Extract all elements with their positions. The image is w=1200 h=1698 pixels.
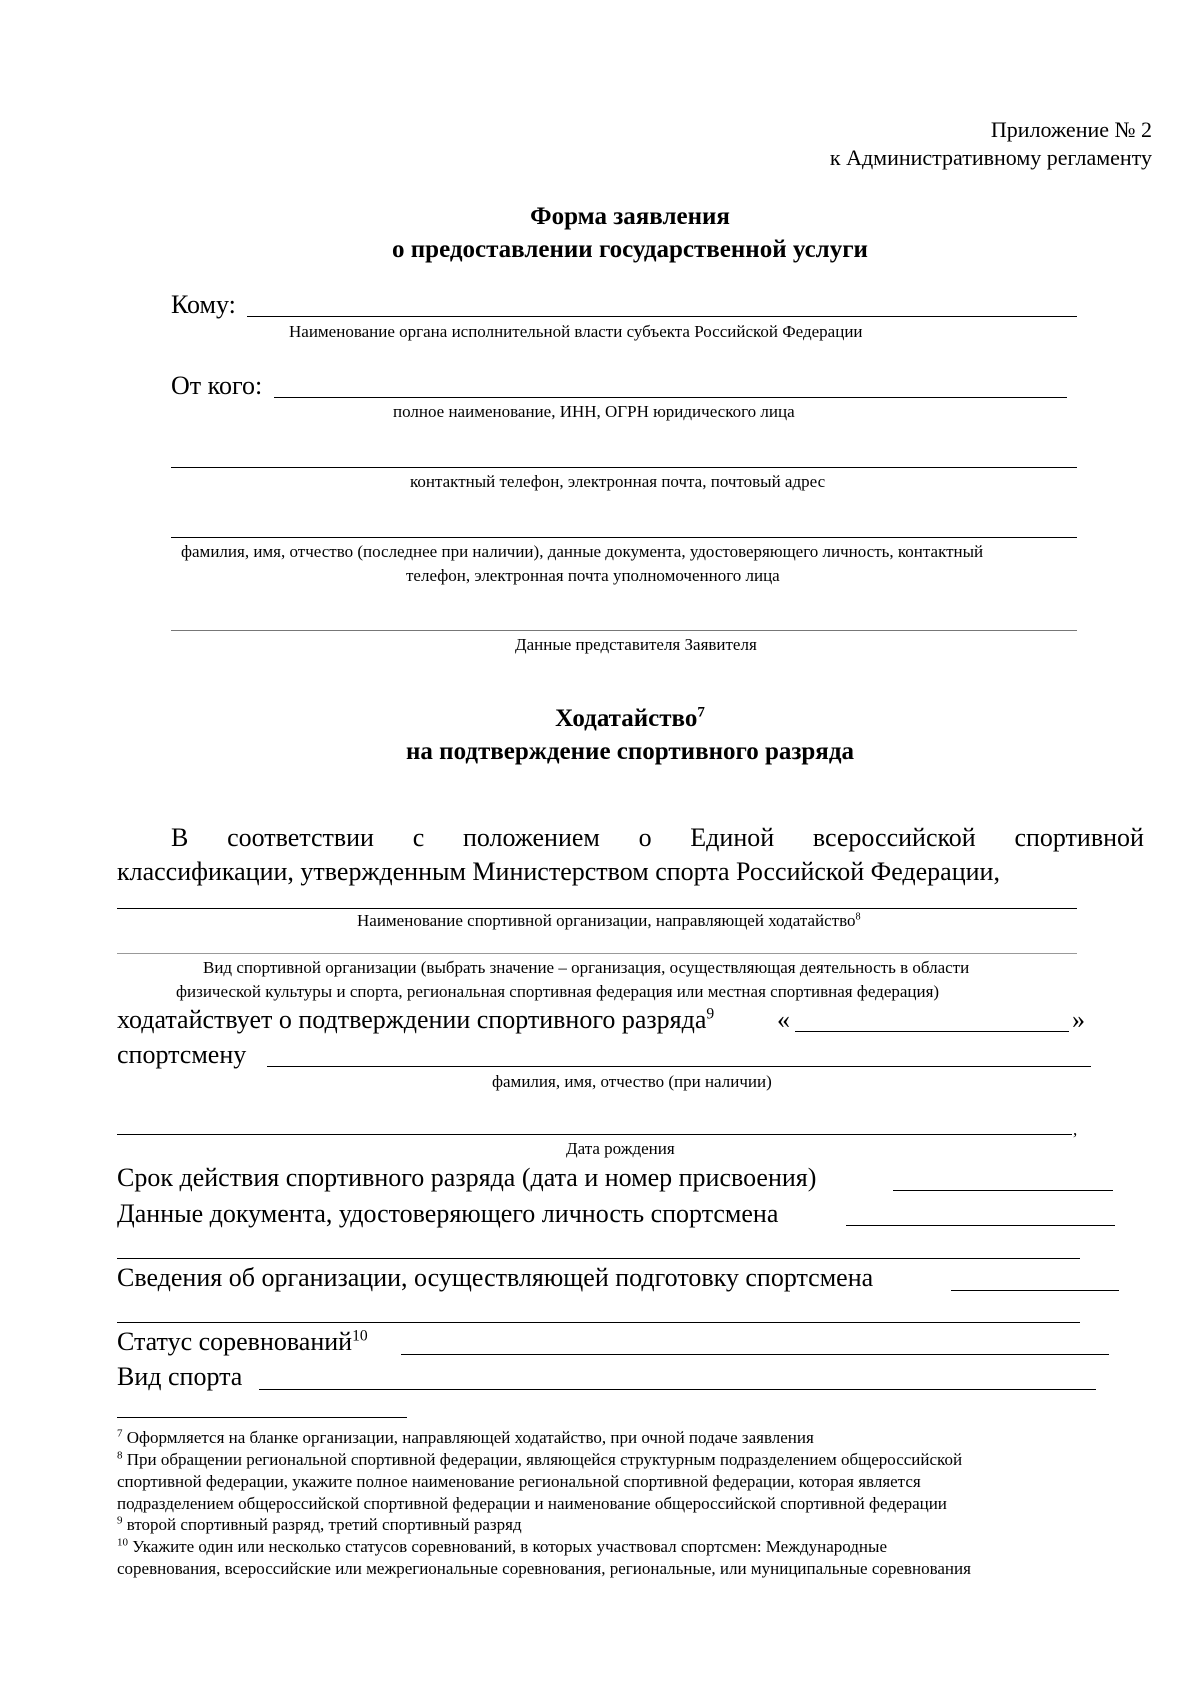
athlete-caption: фамилия, имя, отчество (при наличии) xyxy=(492,1072,772,1091)
athlete-input-line[interactable] xyxy=(267,1066,1091,1067)
intro-word: В xyxy=(171,823,189,852)
intro-word: положением xyxy=(462,823,600,852)
id-document-input-line[interactable] xyxy=(846,1225,1115,1226)
form-title-line2: о предоставлении государственной услуги xyxy=(392,236,868,263)
petition-title-line2: на подтверждение спортивного разряда xyxy=(406,738,854,765)
from-input-line[interactable] xyxy=(274,397,1067,398)
petitions-text xyxy=(117,1005,714,1035)
footnote-8-line3: подразделением общероссийской спортивной федерации и наименование общероссийской спортивной федерации xyxy=(117,1494,947,1513)
footnote-ref-7: 7 xyxy=(697,704,705,721)
competition-status-input-line[interactable] xyxy=(401,1354,1109,1355)
id-document-label: Данные документа, удостоверяющего личность спортсмена xyxy=(117,1199,779,1228)
from-caption: полное наименование, ИНН, ОГРН юридического лица xyxy=(393,402,795,421)
athlete-label: спортсмену xyxy=(117,1040,247,1069)
training-org-input-line-2[interactable] xyxy=(117,1322,1080,1323)
footnote-10-line1 xyxy=(117,1537,887,1557)
id-document-input-line-2[interactable] xyxy=(117,1258,1080,1259)
training-org-label: Сведения об организации, осуществляющей подготовку спортсмена xyxy=(117,1263,874,1292)
org-name-caption-text: Наименование спортивной организации, направляющей ходатайство xyxy=(357,911,856,930)
representative-caption: Данные представителя Заявителя xyxy=(515,635,757,654)
validity-input-line[interactable] xyxy=(893,1190,1113,1191)
appendix-number: Приложение № 2 xyxy=(990,117,1152,142)
authorized-person-input-line[interactable] xyxy=(171,537,1077,538)
org-name-input-line[interactable] xyxy=(117,908,1077,909)
footnote-7 xyxy=(117,1428,814,1448)
from-label: От кого: xyxy=(171,371,263,400)
petition-title-line1 xyxy=(0,705,1200,733)
authorized-person-caption-line2: телефон, электронная почта уполномоченного лица xyxy=(406,566,780,585)
validity-label: Срок действия спортивного разряда (дата и номер присвоения) xyxy=(117,1163,817,1192)
quote-close: » xyxy=(1072,1005,1085,1034)
quote-open: « xyxy=(777,1005,790,1034)
footnote-number: 8 xyxy=(117,1449,123,1462)
authorized-person-caption-line1: фамилия, имя, отчество (последнее при наличии), данные документа, удостоверяющего личность, контактный xyxy=(181,542,984,561)
to-input-line[interactable] xyxy=(247,316,1077,317)
footnote-ref-9: 9 xyxy=(706,1005,715,1023)
org-type-caption-line2: физической культуры и спорта, региональная спортивная федерация или местная спортивная федерация) xyxy=(176,982,940,1001)
footnote-8-line2: спортивной федерации, укажите полное наименование региональной спортивной федерации, которая является xyxy=(117,1472,921,1491)
to-caption: Наименование органа исполнительной власти субъекта Российской Федерации xyxy=(289,322,863,341)
intro-word: спортивной xyxy=(1014,823,1144,852)
sport-input-line[interactable] xyxy=(259,1389,1096,1390)
competition-status-text: Статус соревнований xyxy=(117,1327,353,1356)
representative-input-line[interactable] xyxy=(171,630,1077,631)
intro-word: с xyxy=(412,823,425,852)
footnote-text: Укажите один или несколько статусов соревнований, в которых участвовал спортсмен: Международные xyxy=(132,1537,887,1556)
birth-date-input-line[interactable] xyxy=(117,1134,1072,1135)
org-type-caption-line1: Вид спортивной организации (выбрать значение – организация, осуществляющая деятельность в области xyxy=(203,958,970,977)
intro-word: Единой xyxy=(690,823,775,852)
org-name-caption xyxy=(357,911,861,931)
intro-line2: классификации, утвержденным Министерством спорта Российской Федерации, xyxy=(117,857,1000,886)
contacts-input-line[interactable] xyxy=(171,467,1077,468)
footnote-9 xyxy=(117,1515,522,1535)
footnote-number: 9 xyxy=(117,1514,123,1527)
appendix-reference: к Административному регламенту xyxy=(829,145,1152,170)
footnote-ref-10: 10 xyxy=(352,1327,368,1345)
to-label: Кому: xyxy=(171,290,236,319)
contacts-caption: контактный телефон, электронная почта, почтовый адрес xyxy=(410,472,826,491)
intro-word: соответствии xyxy=(227,823,374,852)
footnote-text: При обращении региональной спортивной федерации, являющейся структурным подразделением общероссийской xyxy=(126,1450,963,1469)
footnote-10-line2: соревнования, всероссийские или межрегиональные соревнования, региональные, или муниципальные соревнования xyxy=(117,1559,971,1578)
competition-status-label xyxy=(117,1327,368,1357)
intro-line1 xyxy=(171,823,1144,853)
footnote-text: Оформляется на бланке организации, направляющей ходатайство, при очной подаче заявления xyxy=(126,1428,814,1447)
intro-word: всероссийской xyxy=(812,823,976,852)
training-org-input-line[interactable] xyxy=(951,1290,1119,1291)
birth-date-comma: , xyxy=(1073,1120,1078,1139)
birth-date-caption: Дата рождения xyxy=(566,1139,675,1158)
footnote-ref-8: 8 xyxy=(855,911,861,923)
footnote-8-line1 xyxy=(117,1450,962,1470)
footnote-separator xyxy=(117,1417,407,1418)
footnote-number: 7 xyxy=(117,1427,123,1440)
petitions-text-main: ходатайствует о подтверждении спортивного разряда xyxy=(117,1005,707,1034)
petition-title-text: Ходатайство xyxy=(555,705,698,732)
intro-word: о xyxy=(638,823,652,852)
footnote-text: второй спортивный разряд, третий спортивный разряд xyxy=(126,1515,522,1534)
rank-input-line[interactable] xyxy=(795,1031,1069,1032)
sport-label: Вид спорта xyxy=(117,1362,243,1391)
footnote-number: 10 xyxy=(117,1536,128,1549)
form-title-line1: Форма заявления xyxy=(530,203,730,230)
org-type-input-line[interactable] xyxy=(117,953,1077,954)
